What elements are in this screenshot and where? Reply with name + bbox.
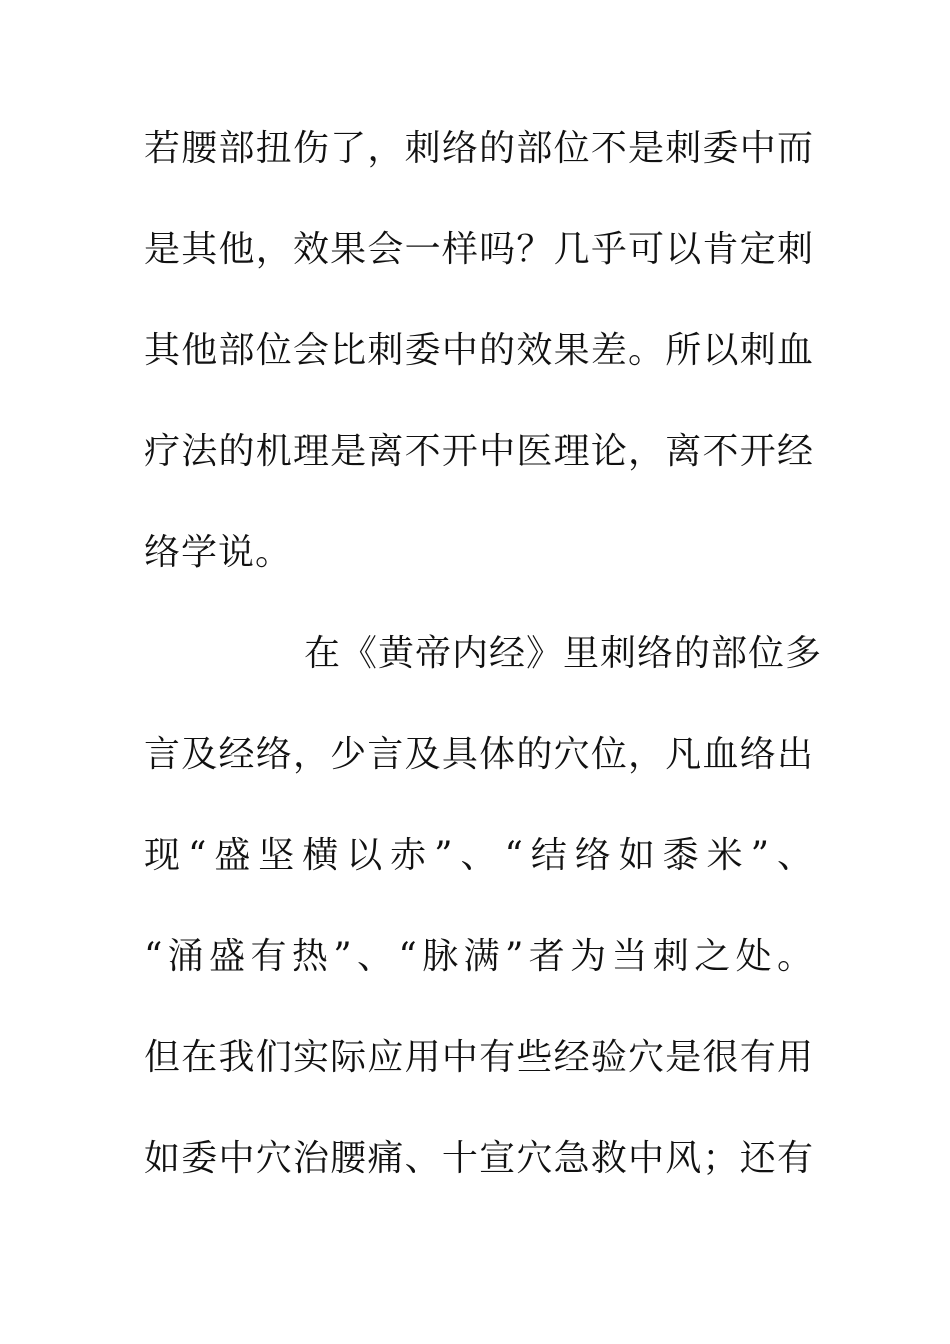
body-text	[144, 118, 823, 1229]
text-line: 是其他，效果会一样吗？几乎可以肯定刺	[144, 229, 814, 270]
text-line: 其他部位会比刺委中的效果差。所以刺血	[144, 330, 814, 371]
text-line: 疗法的机理是离不开中医理论，离不开经	[144, 431, 814, 472]
text-line: 现“盛坚横以赤”、“结络如黍米”、	[144, 835, 814, 876]
text-line: “涌盛有热”、“脉满”者为当刺之处。	[144, 936, 814, 977]
text-line: 言及经络，少言及具体的穴位，凡血络出	[144, 734, 814, 775]
text-line: 络学说。	[144, 532, 293, 573]
paragraph-first-line: 在《黄帝内经》里刺络的部位多	[304, 633, 823, 674]
text-line: 但在我们实际应用中有些经验穴是很有用	[144, 1037, 814, 1078]
text-line: 如委中穴治腰痛、十宣穴急救中风；还有	[144, 1138, 814, 1179]
text-line: 若腰部扭伤了，刺络的部位不是刺委中而	[144, 128, 814, 169]
